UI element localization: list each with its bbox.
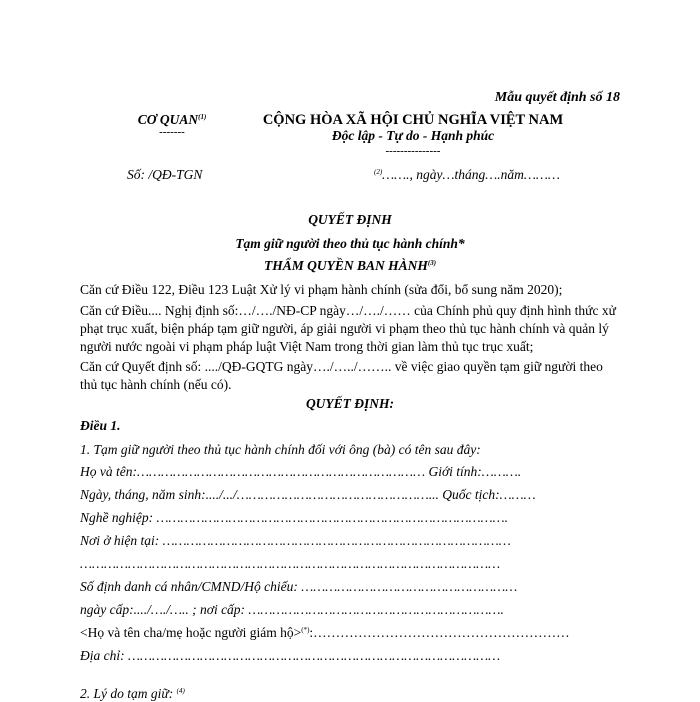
form-label: Mẫu quyết định số 18 [494,90,620,105]
item-2-label: 2. Lý do tạm giữ: [80,686,174,701]
field-id-number: Số định danh cá nhân/CMND/Hộ chiếu: ……………………………………………… [80,579,518,594]
legal-basis-1: Căn cứ Điều 122, Điều 123 Luật Xử lý vi phạm hành chính (sửa đổi, bổ sung năm 2020); [80,282,563,297]
field-guardian [80,625,570,641]
guardian-dots: :………………………………………………… [309,625,570,640]
field-issue-info: ngày cấp:..../…./….. ; nơi cấp: ………………………………………………………. [80,602,504,617]
agency-underline: ------- [159,126,185,138]
field-full-name: Họ và tên:……………………………………………………………… Giới tính:………. [80,464,522,479]
date-footnote-marker: (2) [374,168,383,176]
field-date-of-birth: Ngày, tháng, năm sinh:..../.../…………………………………………... Quốc tịch:……… [80,487,536,502]
document-title: QUYẾT ĐỊNH [308,212,392,227]
field-address: Địa chỉ: ………………………………………………………………………………… [80,648,501,663]
document-subtitle: Tạm giữ người theo thủ tục hành chính* [235,236,465,251]
field-residence-continued: …………………………………………………………………………………………… [80,556,501,571]
guardian-label: <Họ và tên cha/mẹ hoặc người giám hộ> [80,625,302,640]
agency-footnote-marker: (1) [198,113,207,121]
place-date [374,167,560,183]
authority-label: THẨM QUYỀN BAN HÀNH [263,258,428,273]
agency-label: CƠ QUAN [137,112,199,127]
issuing-authority [0,258,700,274]
item-2-footnote-marker: (4) [176,687,185,695]
field-residence: Nơi ở hiện tại: …………………………………………………………………………… [80,533,511,548]
decision-number: Số: /QĐ-TGN [127,167,203,182]
motto: Độc lập - Tự do - Hạnh phúc [331,128,495,143]
decision-heading: QUYẾT ĐỊNH: [305,396,395,411]
field-occupation: Nghề nghiệp: ……………………………………………………………………………. [80,510,508,525]
authority-footnote-marker: (3) [427,259,437,267]
date-line: ……., ngày…tháng….năm……… [382,167,560,182]
article-1-heading: Điều 1. [80,418,121,433]
legal-basis-3: Căn cứ Quyết định số: ..../QĐ-GQTG ngày…./…../…….. về việc giao quyền tạm giữ người theo thủ tục hành chính (nếu có). [80,359,603,392]
nation-name: CỘNG HÒA XÃ HỘI CHỦ NGHĨA VIỆT NAM [262,112,564,128]
item-1: 1. Tạm giữ người theo thủ tục hành chính đối với ông (bà) có tên sau đây: [80,442,481,457]
guardian-footnote-marker: (*) [301,626,310,634]
legal-basis-2: Căn cứ Điều.... Nghị định số:…/…./NĐ-CP ngày…/…./…… của Chính phủ quy định hình thức xử phạt trục xuất, biện pháp tạm giữ người, áp giải người vi phạm theo thủ tục hành chính và quản lý người nước ngoài vi phạm pháp luật Việt Nam trong thời gian làm thủ tục trục xuất; [80,303,616,354]
motto-underline: --------------- [385,145,441,157]
